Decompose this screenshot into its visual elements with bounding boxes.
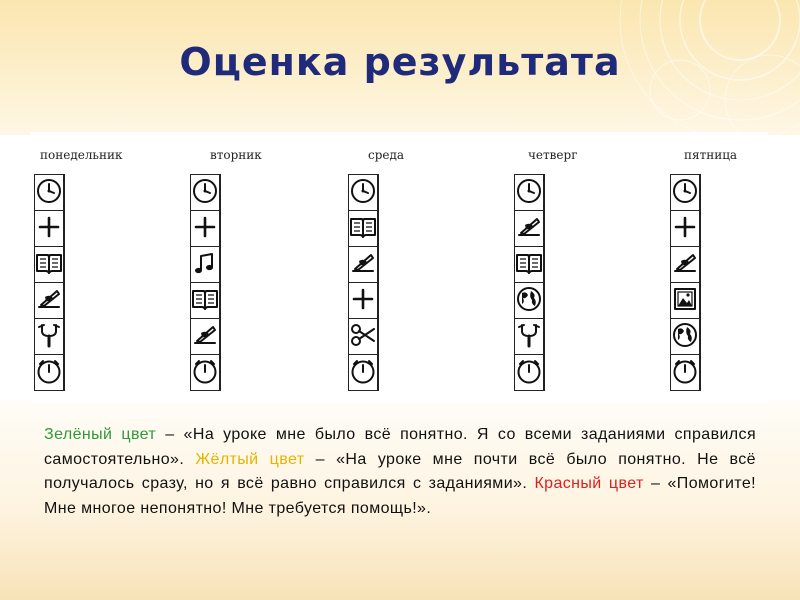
lesson-icon-cell (191, 355, 220, 391)
rating-cell[interactable] (64, 355, 65, 391)
day-grid (348, 174, 379, 391)
schedule-row (349, 211, 379, 247)
day-name: четверг (528, 148, 578, 162)
rating-cell[interactable] (64, 211, 65, 247)
alarm-icon (191, 357, 219, 385)
rating-cell[interactable] (700, 247, 701, 283)
lesson-icon-cell (191, 211, 220, 247)
writing-hand-icon (671, 249, 699, 277)
lesson-icon-cell (515, 211, 544, 247)
schedule-row (191, 247, 221, 283)
schedule-row (349, 247, 379, 283)
schedule-row (349, 175, 379, 211)
lesson-icon-cell (671, 319, 700, 355)
lesson-icon-cell (191, 175, 220, 211)
writing-hand-icon (349, 249, 377, 277)
day-grid (670, 174, 701, 391)
globe-icon (671, 321, 699, 349)
rating-cell[interactable] (544, 211, 545, 247)
book-icon (35, 249, 63, 277)
schedule-row (35, 355, 65, 391)
clock-icon (349, 177, 377, 205)
rating-cell[interactable] (220, 319, 221, 355)
schedule-row (191, 355, 221, 391)
writing-hand-icon (35, 285, 63, 313)
lesson-icon-cell (35, 211, 64, 247)
schedule-row (191, 319, 221, 355)
rating-cell[interactable] (220, 211, 221, 247)
yellow-description: – «На уроке мне почти всё было понятно. Не всё получалось сразу, но я всё равно справился с заданиями». (44, 450, 756, 492)
schedule-row (35, 175, 65, 211)
lesson-icon-cell (515, 175, 544, 211)
lesson-icon-cell (349, 247, 378, 283)
tuning-fork-icon (35, 321, 63, 349)
schedule-row (671, 319, 701, 355)
schedule-row (191, 211, 221, 247)
rating-cell[interactable] (700, 175, 701, 211)
alarm-icon (515, 357, 543, 385)
rating-cell[interactable] (220, 283, 221, 319)
lesson-icon-cell (191, 319, 220, 355)
plus-icon (349, 285, 377, 313)
rating-cell[interactable] (220, 355, 221, 391)
lesson-icon-cell (671, 247, 700, 283)
weekly-schedule (30, 132, 768, 402)
rating-cell[interactable] (544, 247, 545, 283)
day-grid (190, 174, 221, 391)
rating-cell[interactable] (544, 283, 545, 319)
rating-cell[interactable] (700, 319, 701, 355)
lesson-icon-cell (349, 319, 378, 355)
lesson-icon-cell (515, 247, 544, 283)
alarm-icon (671, 357, 699, 385)
schedule-row (191, 283, 221, 319)
schedule-row (35, 283, 65, 319)
lesson-icon-cell (35, 283, 64, 319)
schedule-row (515, 175, 545, 211)
lesson-icon-cell (671, 355, 700, 391)
rating-cell[interactable] (544, 175, 545, 211)
day-name: понедельник (40, 148, 123, 162)
lesson-icon-cell (35, 355, 64, 391)
slide-title: Оценка результата (179, 40, 621, 84)
yellow-label: Жёлтый цвет (195, 450, 305, 468)
schedule-row (515, 355, 545, 391)
schedule-row (35, 211, 65, 247)
lesson-icon-cell (349, 283, 378, 319)
alarm-icon (35, 357, 63, 385)
rating-cell[interactable] (378, 211, 379, 247)
lesson-icon-cell (191, 283, 220, 319)
day-grid (34, 174, 65, 391)
red-description: – «Помогите! Мне многое непонятно! Мне требуется помощь!». (44, 475, 756, 517)
lesson-icon-cell (349, 211, 378, 247)
day-name: вторник (210, 148, 262, 162)
rating-cell[interactable] (220, 247, 221, 283)
schedule-row (515, 319, 545, 355)
rating-cell[interactable] (700, 211, 701, 247)
rating-cell[interactable] (544, 319, 545, 355)
rating-cell[interactable] (64, 175, 65, 211)
schedule-row (671, 283, 701, 319)
schedule-row (349, 319, 379, 355)
schedule-row (515, 283, 545, 319)
lesson-icon-cell (35, 319, 64, 355)
rating-cell[interactable] (220, 175, 221, 211)
writing-hand-icon (191, 321, 219, 349)
lesson-icon-cell (349, 355, 378, 391)
alarm-icon (349, 357, 377, 385)
schedule-row (191, 175, 221, 211)
rating-cell[interactable] (544, 355, 545, 391)
writing-hand-icon (515, 213, 543, 241)
schedule-row (671, 175, 701, 211)
lesson-icon-cell (515, 355, 544, 391)
lesson-icon-cell (515, 319, 544, 355)
lesson-icon-cell (35, 175, 64, 211)
clock-icon (35, 177, 63, 205)
day-name: среда (368, 148, 405, 162)
rating-cell[interactable] (64, 247, 65, 283)
rating-cell[interactable] (64, 319, 65, 355)
rating-cell[interactable] (64, 283, 65, 319)
rating-cell[interactable] (378, 247, 379, 283)
clock-icon (671, 177, 699, 205)
lesson-icon-cell (671, 283, 700, 319)
lesson-icon-cell (671, 211, 700, 247)
schedule-row (515, 211, 545, 247)
rating-cell[interactable] (700, 355, 701, 391)
schedule-row (349, 355, 379, 391)
lesson-icon-cell (671, 175, 700, 211)
lesson-icon-cell (515, 283, 544, 319)
plus-icon (671, 213, 699, 241)
framed-picture-icon (671, 285, 699, 313)
schedule-row (349, 283, 379, 319)
scissors-icon (349, 321, 377, 349)
plus-icon (35, 213, 63, 241)
plus-icon (191, 213, 219, 241)
schedule-row (671, 247, 701, 283)
color-legend-text (44, 423, 756, 521)
rating-cell[interactable] (700, 283, 701, 319)
schedule-row (515, 247, 545, 283)
rating-cell[interactable] (378, 175, 379, 211)
clock-icon (191, 177, 219, 205)
lesson-icon-cell (35, 247, 64, 283)
day-name: пятница (684, 148, 738, 162)
clock-icon (515, 177, 543, 205)
rating-cell[interactable] (378, 319, 379, 355)
book-icon (349, 213, 377, 241)
schedule-row (35, 247, 65, 283)
schedule-row (671, 211, 701, 247)
book-icon (191, 285, 219, 313)
globe-icon (515, 285, 543, 313)
lesson-icon-cell (349, 175, 378, 211)
schedule-row (35, 319, 65, 355)
rating-cell[interactable] (378, 355, 379, 391)
rating-cell[interactable] (378, 283, 379, 319)
green-description: – «На уроке мне было всё понятно. Я со всеми заданиями справился самостоятельно». (44, 426, 757, 468)
music-note-icon (191, 249, 219, 277)
lesson-icon-cell (191, 247, 220, 283)
tuning-fork-icon (515, 321, 543, 349)
schedule-row (671, 355, 701, 391)
red-label: Красный цвет (534, 475, 644, 492)
day-grid (514, 174, 545, 391)
green-label: Зелёный цвет (44, 426, 157, 443)
book-icon (515, 249, 543, 277)
